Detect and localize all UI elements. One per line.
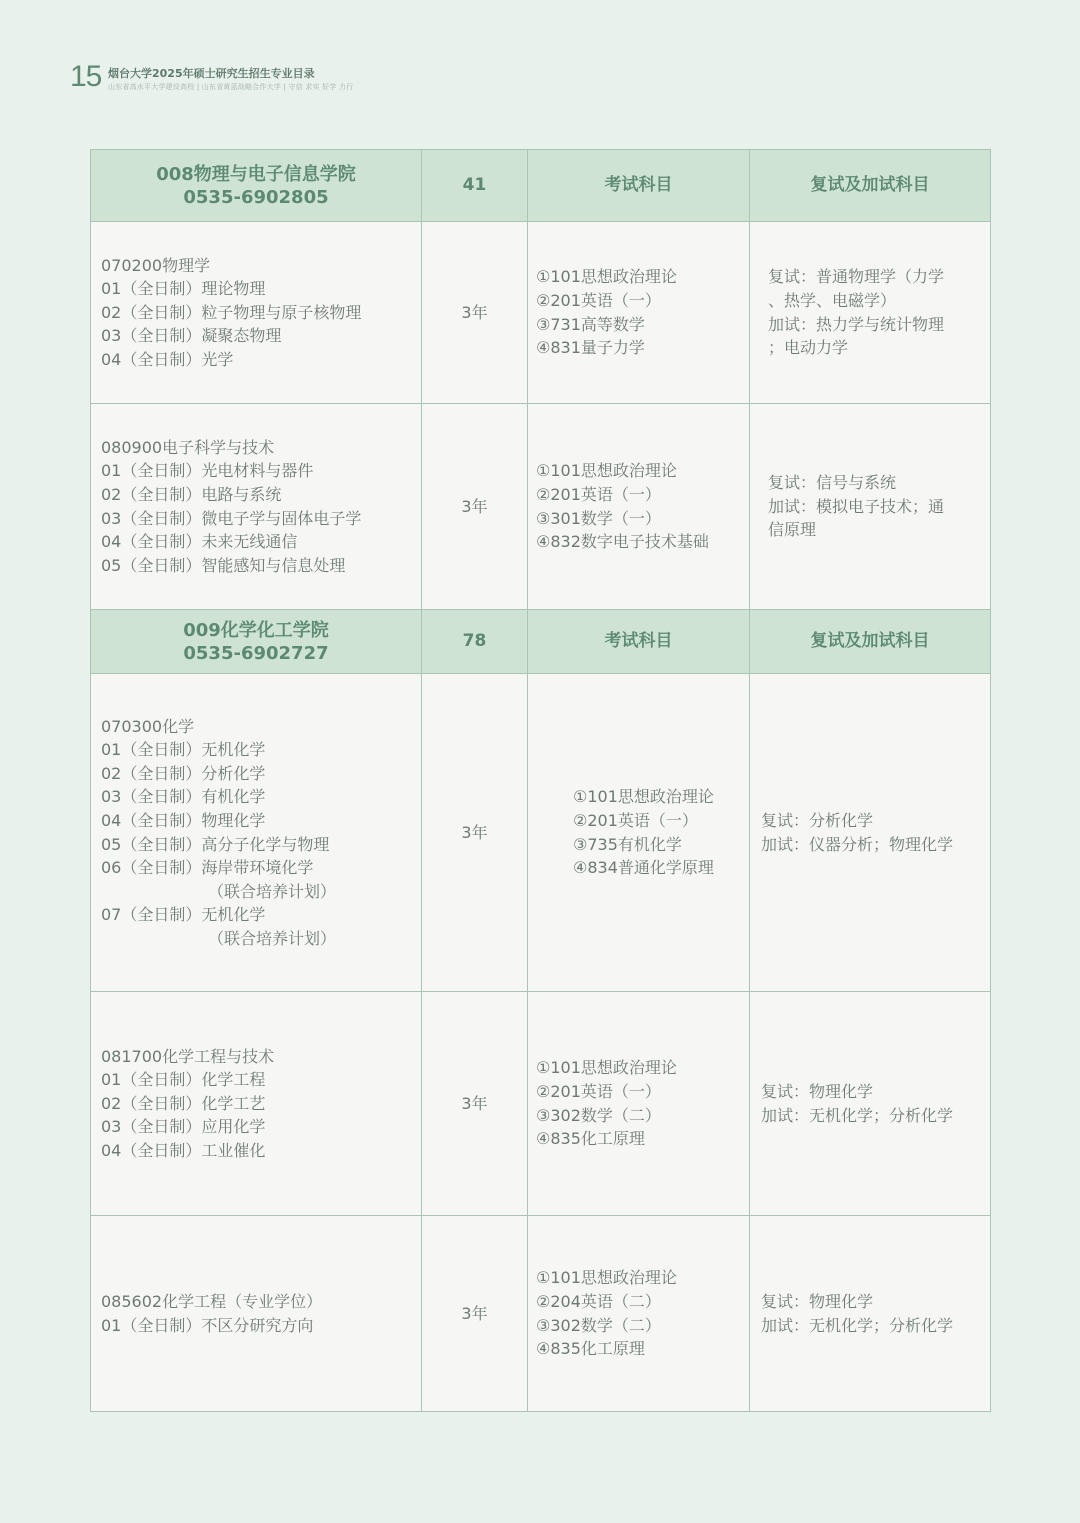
retest-header: 复试及加试科目 bbox=[750, 610, 991, 674]
major-direction: 05（全日制）高分子化学与物理 bbox=[101, 834, 330, 854]
program-row bbox=[91, 992, 991, 1216]
college-name-cell bbox=[91, 610, 422, 674]
exam-subject: ③301数学（一） bbox=[536, 508, 661, 528]
major-note: （联合培养计划） bbox=[208, 881, 337, 901]
college-header-row bbox=[91, 150, 991, 222]
exam-subject: ③302数学（二） bbox=[536, 1315, 661, 1335]
major-cell bbox=[91, 222, 422, 404]
program-row bbox=[91, 674, 991, 992]
retest-cell bbox=[750, 404, 991, 610]
major-direction: 04（全日制）未来无线通信 bbox=[101, 532, 298, 552]
major-cell bbox=[91, 674, 422, 992]
college-name: 008物理与电子信息学院 bbox=[156, 163, 356, 185]
exam-subject: ①101思想政治理论 bbox=[536, 461, 677, 481]
exam-subject: ②204英语（二） bbox=[536, 1291, 661, 1311]
exam-header: 考试科目 bbox=[528, 610, 750, 674]
major-direction: 01（全日制）不区分研究方向 bbox=[101, 1315, 314, 1335]
major-cell bbox=[91, 992, 422, 1216]
exam-subject: ①101思想政治理论 bbox=[536, 267, 677, 287]
major-cell bbox=[91, 404, 422, 610]
exam-subjects-cell bbox=[528, 992, 750, 1216]
major-direction: 01（全日制）化学工程 bbox=[101, 1070, 266, 1090]
major-code: 081700化学工程与技术 bbox=[101, 1046, 275, 1066]
college-header-row bbox=[91, 610, 991, 674]
program-row bbox=[91, 222, 991, 404]
retest-line: 复试：信号与系统 bbox=[768, 473, 897, 493]
college-phone: 0535-6902805 bbox=[183, 186, 329, 208]
exam-subject: ①101思想政治理论 bbox=[573, 787, 714, 807]
major-direction: 03（全日制）凝聚态物理 bbox=[101, 326, 282, 346]
college-name: 009化学化工学院 bbox=[183, 619, 329, 641]
retest-line: 加试：无机化学；分析化学 bbox=[761, 1105, 954, 1125]
exam-subject: ②201英语（一） bbox=[536, 1081, 661, 1101]
retest-line: 加试：模拟电子技术；通 bbox=[768, 496, 945, 516]
exam-subjects-cell bbox=[528, 404, 750, 610]
college-phone: 0535-6902727 bbox=[183, 642, 329, 664]
major-direction: 07（全日制）无机化学 bbox=[101, 905, 266, 925]
retest-line: ；电动力学 bbox=[768, 338, 849, 358]
exam-subject: ③302数学（二） bbox=[536, 1105, 661, 1125]
major-code: 070300化学 bbox=[101, 716, 195, 736]
header-subtitle: 山东省高水平大学建设高校 | 山东省黄蓝战略合作大学 | 守信 求实 好学 力行 bbox=[108, 83, 354, 91]
exam-subject: ④835化工原理 bbox=[536, 1339, 645, 1359]
retest-line: 复试：普通物理学（力学 bbox=[768, 267, 945, 287]
retest-line: 加试：仪器分析；物理化学 bbox=[761, 834, 954, 854]
retest-line: 信原理 bbox=[768, 520, 817, 540]
major-code: 080900电子科学与技术 bbox=[101, 437, 275, 457]
exam-subject: ②201英语（一） bbox=[573, 810, 698, 830]
page-number: 15 bbox=[70, 60, 102, 93]
exam-subject: ③735有机化学 bbox=[573, 834, 682, 854]
major-direction: 01（全日制）理论物理 bbox=[101, 279, 266, 299]
exam-subject: ④835化工原理 bbox=[536, 1129, 645, 1149]
major-direction: 02（全日制）粒子物理与原子核物理 bbox=[101, 302, 362, 322]
major-direction: 02（全日制）分析化学 bbox=[101, 763, 266, 783]
major-direction: 06（全日制）海岸带环境化学 bbox=[101, 858, 314, 878]
major-direction: 03（全日制）应用化学 bbox=[101, 1117, 266, 1137]
exam-subject: ④834普通化学原理 bbox=[573, 858, 714, 878]
major-note: （联合培养计划） bbox=[208, 928, 337, 948]
major-direction: 02（全日制）电路与系统 bbox=[101, 484, 282, 504]
major-direction: 03（全日制）有机化学 bbox=[101, 787, 266, 807]
years-cell: 3年 bbox=[422, 674, 528, 992]
retest-cell bbox=[750, 222, 991, 404]
major-direction: 04（全日制）工业催化 bbox=[101, 1140, 266, 1160]
exam-subject: ④831量子力学 bbox=[536, 338, 645, 358]
college-name-cell bbox=[91, 150, 422, 222]
retest-line: 复试：分析化学 bbox=[761, 810, 874, 830]
exam-subjects-cell bbox=[528, 222, 750, 404]
years-cell: 3年 bbox=[422, 1216, 528, 1412]
major-direction: 04（全日制）物理化学 bbox=[101, 810, 266, 830]
catalog-table bbox=[90, 149, 991, 1412]
major-cell bbox=[91, 1216, 422, 1412]
quota-cell: 41 bbox=[422, 150, 528, 222]
retest-line: 加试：热力学与统计物理 bbox=[768, 314, 945, 334]
major-direction: 04（全日制）光学 bbox=[101, 349, 234, 369]
program-row bbox=[91, 1216, 991, 1412]
exam-subjects-cell bbox=[528, 674, 750, 992]
retest-line: 复试：物理化学 bbox=[761, 1291, 874, 1311]
retest-line: 加试：无机化学；分析化学 bbox=[761, 1315, 954, 1335]
retest-cell bbox=[750, 992, 991, 1216]
exam-subject: ④832数字电子技术基础 bbox=[536, 532, 709, 552]
years-cell: 3年 bbox=[422, 404, 528, 610]
retest-line: 、热学、电磁学） bbox=[768, 290, 897, 310]
program-row bbox=[91, 404, 991, 610]
major-direction: 03（全日制）微电子学与固体电子学 bbox=[101, 508, 362, 528]
major-direction: 02（全日制）化学工艺 bbox=[101, 1093, 266, 1113]
exam-subject: ③731高等数学 bbox=[536, 314, 645, 334]
exam-subject: ①101思想政治理论 bbox=[536, 1058, 677, 1078]
major-direction: 01（全日制）无机化学 bbox=[101, 740, 266, 760]
exam-subject: ②201英语（一） bbox=[536, 290, 661, 310]
retest-cell bbox=[750, 1216, 991, 1412]
years-cell: 3年 bbox=[422, 222, 528, 404]
major-code: 070200物理学 bbox=[101, 255, 211, 275]
exam-subject: ②201英语（一） bbox=[536, 484, 661, 504]
retest-line: 复试：物理化学 bbox=[761, 1081, 874, 1101]
exam-subject: ①101思想政治理论 bbox=[536, 1268, 677, 1288]
exam-header: 考试科目 bbox=[528, 150, 750, 222]
retest-header: 复试及加试科目 bbox=[750, 150, 991, 222]
header-title: 烟台大学2025年硕士研究生招生专业目录 bbox=[108, 67, 315, 80]
retest-cell bbox=[750, 674, 991, 992]
years-cell: 3年 bbox=[422, 992, 528, 1216]
major-direction: 05（全日制）智能感知与信息处理 bbox=[101, 555, 346, 575]
exam-subjects-cell bbox=[528, 1216, 750, 1412]
quota-cell: 78 bbox=[422, 610, 528, 674]
major-direction: 01（全日制）光电材料与器件 bbox=[101, 461, 314, 481]
major-code: 085602化学工程（专业学位） bbox=[101, 1291, 323, 1311]
